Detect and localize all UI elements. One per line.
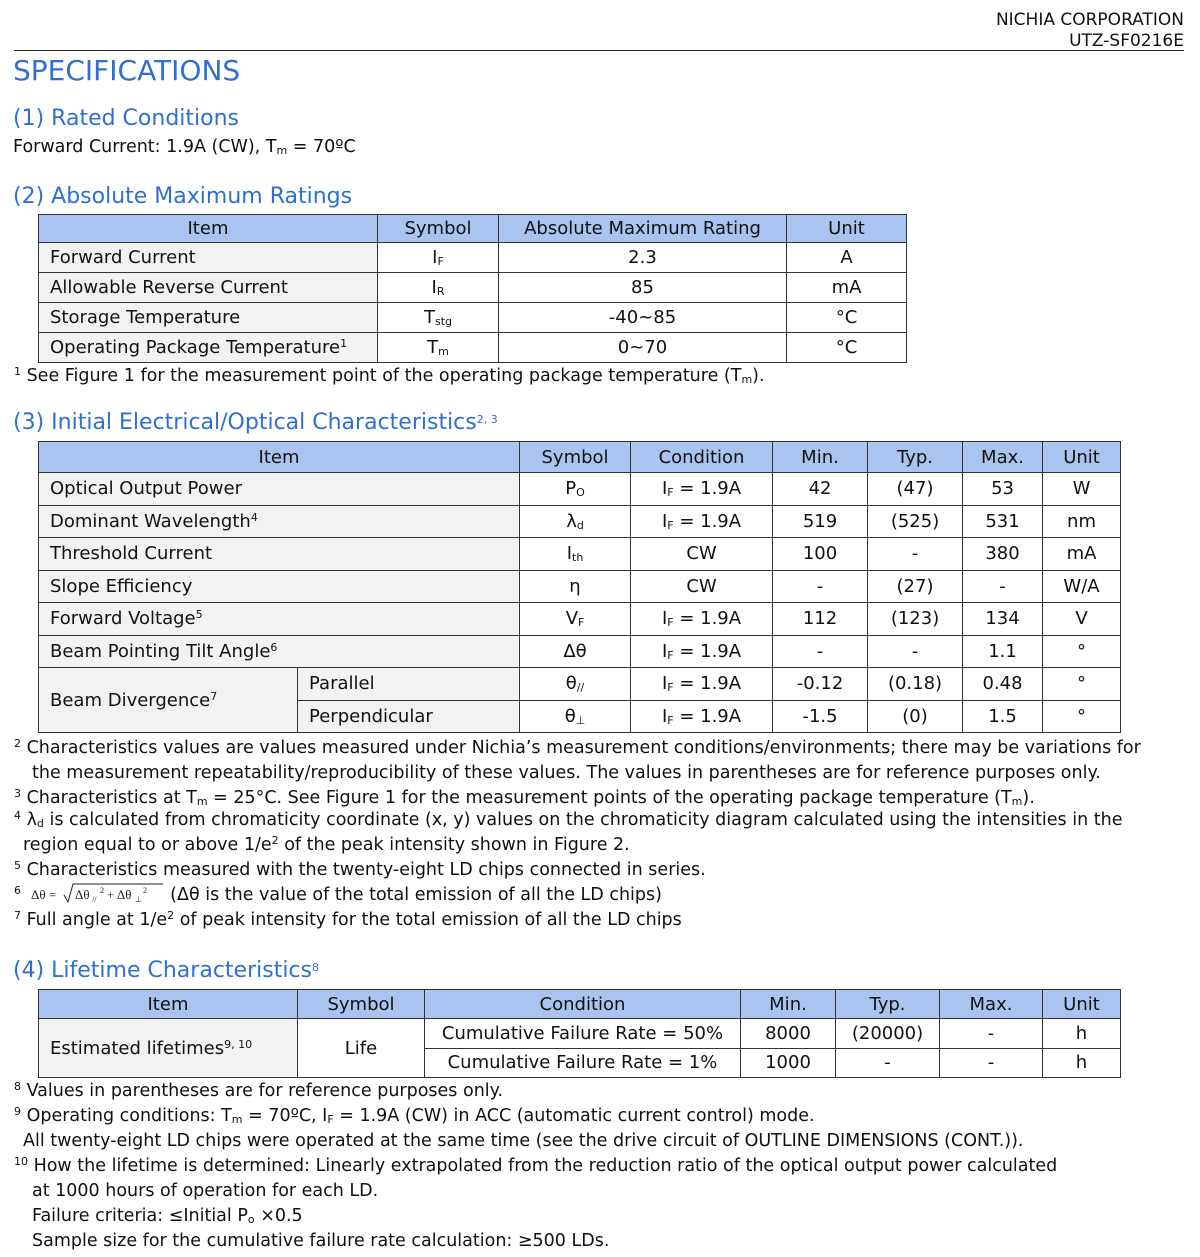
max-cell: 134	[963, 603, 1043, 636]
item-cell: Threshold Current	[39, 538, 520, 571]
col-max: Max.	[940, 990, 1043, 1019]
col-condition: Condition	[631, 442, 773, 473]
value-cell: -40~85	[499, 303, 787, 333]
symbol-cell: $I_F$	[378, 243, 499, 273]
col-unit: Unit	[787, 215, 907, 243]
document-number: UTZ-SF0216E	[1069, 31, 1184, 51]
min-cell: 1000	[741, 1048, 836, 1078]
svg-text://: //	[91, 895, 97, 904]
col-item: Item	[39, 990, 298, 1019]
symbol-cell: $\theta_\perp$	[520, 700, 631, 733]
symbol-cell: Δθ	[520, 635, 631, 668]
min-cell: 100	[773, 538, 868, 571]
svg-text:Δθ =: Δθ =	[30, 887, 56, 902]
footnote-9: $^9$ Operating conditions: $T_m$ = 70ºC, $I_F = 1.9A$ (CW) in ACC (automatic current control) mode.	[14, 1105, 815, 1126]
table-row	[39, 273, 907, 303]
typ-cell: -	[868, 635, 963, 668]
col-typ: Typ.	[868, 442, 963, 473]
max-cell: 1.5	[963, 700, 1043, 733]
min-cell: -	[773, 570, 868, 603]
min-cell: 519	[773, 505, 868, 538]
unit-cell: °C	[787, 303, 907, 333]
absmax-header-row	[39, 215, 907, 243]
typ-cell: (525)	[868, 505, 963, 538]
min-cell: 42	[773, 473, 868, 506]
col-item: Item	[39, 215, 378, 243]
unit-cell: °	[1043, 700, 1121, 733]
unit-cell: °	[1043, 668, 1121, 701]
company-name: NICHIA CORPORATION	[995, 10, 1184, 30]
svg-text:2: 2	[99, 886, 104, 895]
table-row	[39, 603, 1121, 636]
col-typ: Typ.	[836, 990, 940, 1019]
initial-header-row	[39, 442, 1121, 473]
footnote-5: $^5$ Characteristics measured with the twenty-eight LD chips connected in series.	[14, 859, 706, 880]
footnote-10-line4: Sample size for the cumulative failure rate calculation: ≥500 LDs.	[32, 1231, 610, 1251]
condition-cell: CW	[631, 538, 773, 571]
item-cell: Operating Package Temperature$^1$	[39, 333, 378, 363]
min-cell: 8000	[741, 1019, 836, 1049]
unit-cell: A	[787, 243, 907, 273]
min-cell: -0.12	[773, 668, 868, 701]
min-cell: 112	[773, 603, 868, 636]
col-max: Max.	[963, 442, 1043, 473]
value-cell: 2.3	[499, 243, 787, 273]
unit-cell: mA	[1043, 538, 1121, 571]
min-cell: -1.5	[773, 700, 868, 733]
header-rule	[14, 50, 1184, 51]
symbol-cell: $\lambda_d$	[520, 505, 631, 538]
absmax-table	[38, 214, 907, 363]
table-row	[39, 538, 1121, 571]
condition-cell: $I_F = 1.9A$	[631, 505, 773, 538]
beam-divergence-cell: Beam Divergence$^7$	[39, 668, 298, 733]
symbol-cell: $P_O$	[520, 473, 631, 506]
svg-text:⊥: ⊥	[134, 895, 142, 904]
symbol-cell: $\theta_{//}$	[520, 668, 631, 701]
col-item: Item	[39, 442, 520, 473]
rated-heading: (1) Rated Conditions	[13, 106, 240, 131]
value-cell: 85	[499, 273, 787, 303]
col-min: Min.	[773, 442, 868, 473]
symbol-cell: $I_R$	[378, 273, 499, 303]
max-cell: -	[940, 1019, 1043, 1049]
formula-image	[31, 882, 165, 906]
table-row	[39, 243, 907, 273]
condition-cell: $I_F = 1.9A$	[631, 635, 773, 668]
condition-cell: Cumulative Failure Rate = 50%	[425, 1019, 741, 1049]
table-row	[39, 333, 907, 363]
footnote-2-cont: the measurement repeatability/reproducibility of these values. The values in parentheses are for reference purposes only.	[32, 763, 1101, 783]
footnote-4-cont: region equal to or above $1/e^2$ of the peak intensity shown in Figure 2.	[23, 834, 630, 855]
table-row	[39, 473, 1121, 506]
footnote-10-line2: at 1000 hours of operation for each LD.	[32, 1181, 379, 1201]
max-cell: 53	[963, 473, 1043, 506]
condition-cell: $I_F = 1.9A$	[631, 700, 773, 733]
max-cell: -	[940, 1048, 1043, 1078]
condition-cell: $I_F = 1.9A$	[631, 473, 773, 506]
footnote-4: $^4$ $\lambda_d$ is calculated from chromaticity coordinate (x, y) values on the chromaticity diagram calculated using the intensities in the	[14, 809, 1123, 830]
typ-cell: (0)	[868, 700, 963, 733]
max-cell: 1.1	[963, 635, 1043, 668]
footnote-10: $^{10}$ How the lifetime is determined: Linearly extrapolated from the reduction ratio of the optical output power calculated	[14, 1155, 1058, 1176]
symbol-cell: $I_{th}$	[520, 538, 631, 571]
unit-cell: h	[1043, 1048, 1121, 1078]
sub-item-cell: Perpendicular	[298, 700, 520, 733]
unit-cell: °C	[787, 333, 907, 363]
unit-cell: W/A	[1043, 570, 1121, 603]
condition-cell: $I_F = 1.9A$	[631, 668, 773, 701]
svg-text:Δθ: Δθ	[74, 887, 90, 902]
unit-cell: nm	[1043, 505, 1121, 538]
item-cell: Beam Pointing Tilt Angle$^6$	[39, 635, 520, 668]
item-cell: Forward Voltage$^5$	[39, 603, 520, 636]
sub-item-cell: Parallel	[298, 668, 520, 701]
lifetime-heading: (4) Lifetime Characteristics$^8$	[13, 958, 319, 983]
footnote-9-cont: All twenty-eight LD chips were operated at the same time (see the drive circuit of OUTLINE DIMENSIONS (CONT.)).	[23, 1131, 1024, 1151]
rated-line: Forward Current: 1.9A (CW), $T_m$ = 70ºC	[13, 137, 356, 157]
value-cell: 0~70	[499, 333, 787, 363]
col-unit: Unit	[1043, 990, 1121, 1019]
table-row	[39, 303, 907, 333]
footnote-3: $^3$ Characteristics at $T_m = 25^\circ C$. See Figure 1 for the measurement points of the operating package temperature $(T_m)$.	[14, 787, 1035, 808]
typ-cell: (47)	[868, 473, 963, 506]
table-row	[39, 668, 1121, 701]
unit-cell: °	[1043, 635, 1121, 668]
typ-cell: (20000)	[836, 1019, 940, 1049]
col-min: Min.	[741, 990, 836, 1019]
lifetime-table	[38, 989, 1121, 1078]
symbol-cell: $V_F$	[520, 603, 631, 636]
page-title: SPECIFICATIONS	[13, 54, 241, 87]
typ-cell: (27)	[868, 570, 963, 603]
col-symbol: Symbol	[378, 215, 499, 243]
symbol-cell: Life	[298, 1019, 425, 1078]
unit-cell: mA	[787, 273, 907, 303]
item-cell: Dominant Wavelength$^4$	[39, 505, 520, 538]
condition-cell: CW	[631, 570, 773, 603]
min-cell: -	[773, 635, 868, 668]
lifetime-header-row	[39, 990, 1121, 1019]
max-cell: 0.48	[963, 668, 1043, 701]
footnote-8: $^8$ Values in parentheses are for reference purposes only.	[14, 1080, 504, 1101]
item-cell: Forward Current	[39, 243, 378, 273]
symbol-cell: $T_{stg}$	[378, 303, 499, 333]
symbol-cell: η	[520, 570, 631, 603]
initial-table	[38, 441, 1121, 733]
table-row	[39, 570, 1121, 603]
typ-cell: -	[868, 538, 963, 571]
condition-cell: $I_F = 1.9A$	[631, 603, 773, 636]
col-condition: Condition	[425, 990, 741, 1019]
max-cell: 531	[963, 505, 1043, 538]
footnote-1: $^1$ See Figure 1 for the measurement point of the operating package temperature $(T_m)$.	[14, 365, 765, 386]
item-cell: Allowable Reverse Current	[39, 273, 378, 303]
typ-cell: (0.18)	[868, 668, 963, 701]
table-row	[39, 505, 1121, 538]
table-row	[39, 1019, 1121, 1049]
table-row	[39, 635, 1121, 668]
condition-cell: Cumulative Failure Rate = 1%	[425, 1048, 741, 1078]
unit-cell: W	[1043, 473, 1121, 506]
initial-heading: (3) Initial Electrical/Optical Characteristics$^{2, 3}$	[13, 410, 498, 435]
footnote-10-line3: Failure criteria: ≤Initial $P_o \times 0.5$	[32, 1206, 303, 1226]
max-cell: 380	[963, 538, 1043, 571]
col-rating: Absolute Maximum Rating	[499, 215, 787, 243]
typ-cell: -	[836, 1048, 940, 1078]
footnote-2: $^2$ Characteristics values are values measured under Nichia’s measurement conditions/environments; there may be variations for	[14, 737, 1141, 758]
max-cell: -	[963, 570, 1043, 603]
col-symbol: Symbol	[298, 990, 425, 1019]
item-cell: Slope Efficiency	[39, 570, 520, 603]
svg-text:+ Δθ: + Δθ	[106, 887, 132, 902]
symbol-cell: $T_m$	[378, 333, 499, 363]
absmax-heading: (2) Absolute Maximum Ratings	[13, 184, 353, 209]
svg-text:2: 2	[142, 886, 147, 895]
footnote-7: $^7$ Full angle at $1/e^2$ of peak intensity for the total emission of all the LD chips	[14, 909, 682, 930]
col-symbol: Symbol	[520, 442, 631, 473]
footnote-6: $^6$ Δθ = Δθ // 2 + Δθ ⊥ 2 (Δθ is the value of the total emission of all the LD chips)	[14, 884, 662, 905]
unit-cell: V	[1043, 603, 1121, 636]
item-cell: Estimated lifetimes$^{9, 10}$	[39, 1019, 298, 1078]
item-cell: Storage Temperature	[39, 303, 378, 333]
col-unit: Unit	[1043, 442, 1121, 473]
item-cell: Optical Output Power	[39, 473, 520, 506]
unit-cell: h	[1043, 1019, 1121, 1049]
typ-cell: (123)	[868, 603, 963, 636]
